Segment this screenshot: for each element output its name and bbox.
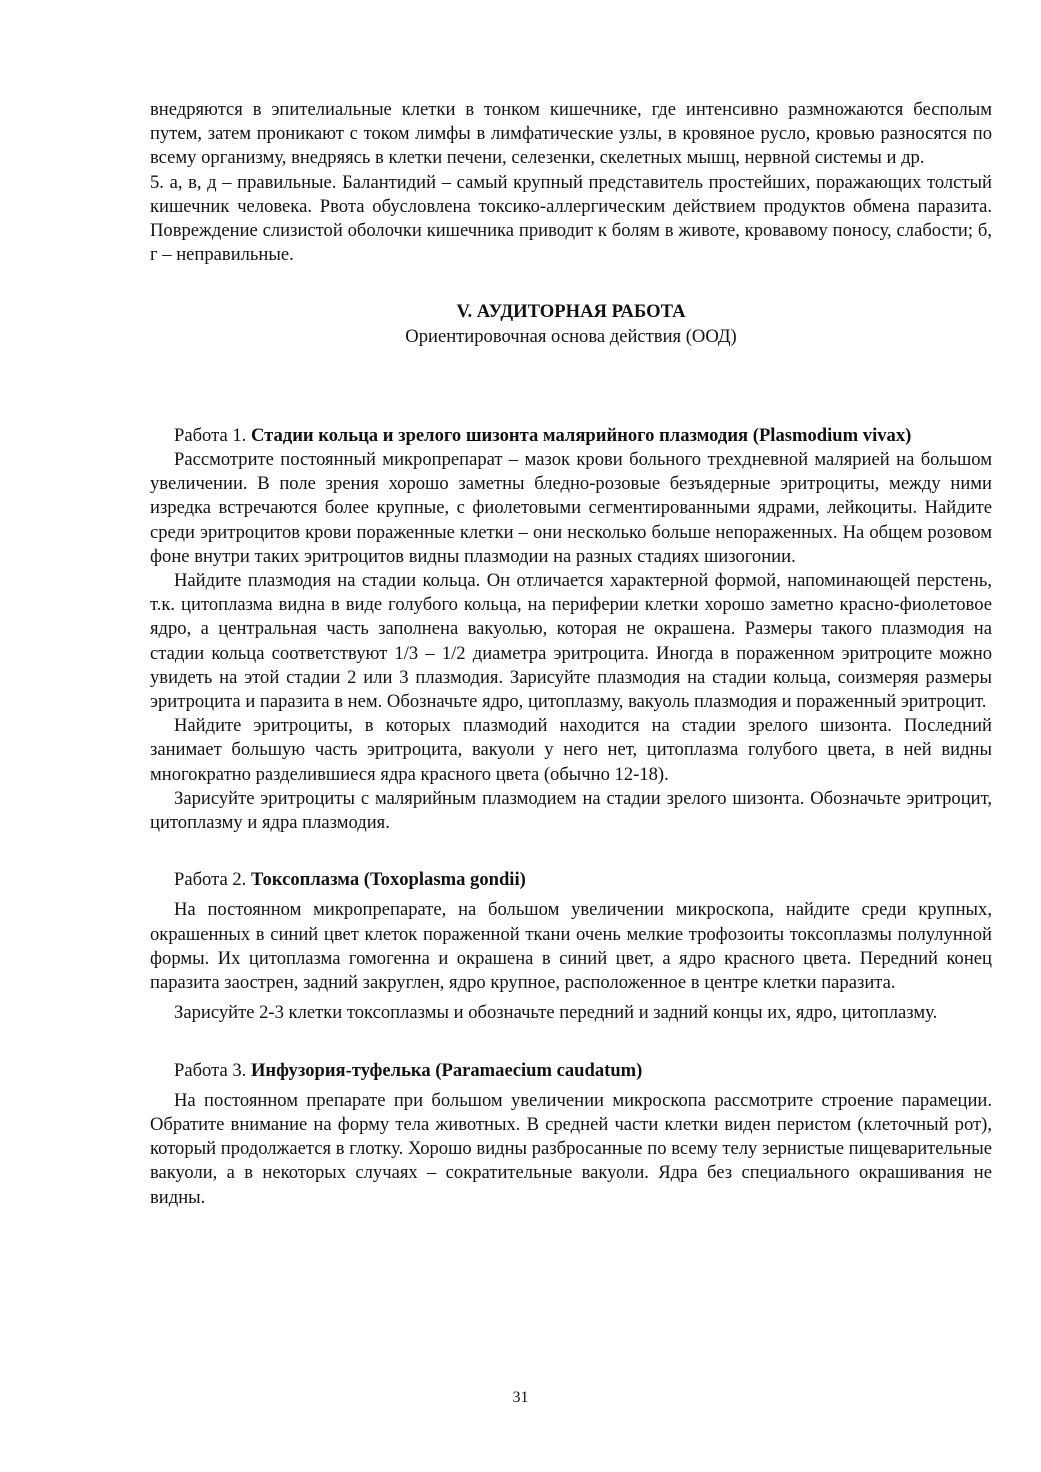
- document-page: [150, 98, 992, 1210]
- work3-paragraph-1: На постоянном препарате при большом увеличении микроскопа рассмотрите строение парамеции. Обратите внимание на форму тела животных. В средней части клетки виден перистом (клеточный рот), который продолжается в глотку. Хорошо видны разбросанные по всему телу зернистые пищеварительные вакуоли, а в некоторых случаях – сократительные вакуоли. Ядра без специального окрашивания не видны.: [150, 1089, 992, 1208]
- intro-paragraph-1: внедряются в эпителиальные клетки в тонком кишечнике, где интенсивно размножаются бесполым путем, затем проникают с током лимфы в лимфатические узлы, в кровяное русло, кровью разносятся по всему организму, внедряясь в клетки печени, селезенки, скелетных мышц, нервной системы и др.: [150, 99, 992, 169]
- work3-title: Инфузория-туфелька (Paramaecium caudatum): [250, 1059, 643, 1081]
- work3-prefix: Работа 3.: [174, 1059, 251, 1081]
- section-title: V. АУДИТОРНАЯ РАБОТА: [456, 301, 686, 323]
- work2-paragraph-2: Зарисуйте 2-3 клетки токсоплазмы и обозначьте передний и задний концы их, ядро, цитоплазму.: [174, 1002, 938, 1024]
- work2-paragraph-1: На постоянном микропрепарате, на большом увеличении микроскопа, найдите среди крупных, окрашенных в синий цвет клеток пораженной ткани очень мелкие трофозоиты токсоплазмы полулунной формы. Их цитоплазма гомогенна и окрашена в синий цвет, а ядро красного цвета. Передний конец паразита заострен, задний закруглен, ядро крупное, расположенное в центре клетки паразита.: [150, 899, 992, 994]
- section-subtitle: Ориентировочная основа действия (ООД): [405, 325, 737, 347]
- page-number: 31: [512, 1389, 529, 1406]
- work2-title: Токсоплазма (Toxoplasma gondii): [250, 869, 526, 891]
- work2-heading: [150, 868, 992, 892]
- work1-paragraph-4: Зарисуйте эритроциты с малярийным плазмодием на стадии зрелого шизонта. Обозначьте эритроцит, цитоплазму и ядра плазмодия.: [150, 787, 992, 834]
- work3-heading: [150, 1059, 992, 1083]
- work1-title: Стадии кольца и зрелого шизонта малярийного плазмодия (Plasmodium vivax): [250, 424, 912, 446]
- intro-paragraph-2: 5. а, в, д – правильные. Балантидий – самый крупный представитель простейших, поражающих толстый кишечник человека. Рвота обусловлена токсико-аллергическим действием продуктов обмена паразита. Повреждение слизистой оболочки кишечника приводит к болям в животе, кровавому поносу, слабости; б, г – неправильные.: [150, 171, 992, 266]
- work1-heading: [150, 424, 992, 448]
- work1-paragraph-3: Найдите эритроциты, в которых плазмодий находится на стадии зрелого шизонта. Последний занимает большую часть эритроцита, вакуоли у него нет, цитоплазма голубого цвета, в ней видны многократно разделившиеся ядра красного цвета (обычно 12-18).: [150, 715, 992, 785]
- work1-prefix: Работа 1.: [174, 424, 251, 446]
- work2-prefix: Работа 2.: [174, 869, 251, 891]
- work1-paragraph-1: Рассмотрите постоянный микропрепарат – мазок крови больного трехдневной малярией на большом увеличении. В поле зрения хорошо заметны бледно-розовые безъядерные эритроциты, между ними изредка встречаются более крупные, с фиолетовыми сегментированными ядрами, лейкоциты. Найдите среди эритроцитов крови пораженные клетки – они несколько больше непораженных. На общем розовом фоне внутри таких эритроцитов видны плазмодии на разных стадиях шизогонии.: [150, 449, 992, 567]
- work1-paragraph-2: Найдите плазмодия на стадии кольца. Он отличается характерной формой, напоминающей перстень, т.к. цитоплазма видна в виде голубого кольца, на периферии клетки хорошо заметно красно-фиолетовое ядро, а центральная часть заполнена вакуолью, которая не окрашена. Размеры такого плазмодия на стадии кольца соответствуют 1/3 – 1/2 диаметра эритроцита. Иногда в пораженном эритроците можно увидеть на этой стадии 2 или 3 плазмодия. Зарисуйте плазмодия на стадии кольца, соизмеряя размеры эритроцита и паразита в нем. Обозначьте ядро, цитоплазму, вакуоль плазмодия и пораженный эритроцит.: [150, 570, 992, 713]
